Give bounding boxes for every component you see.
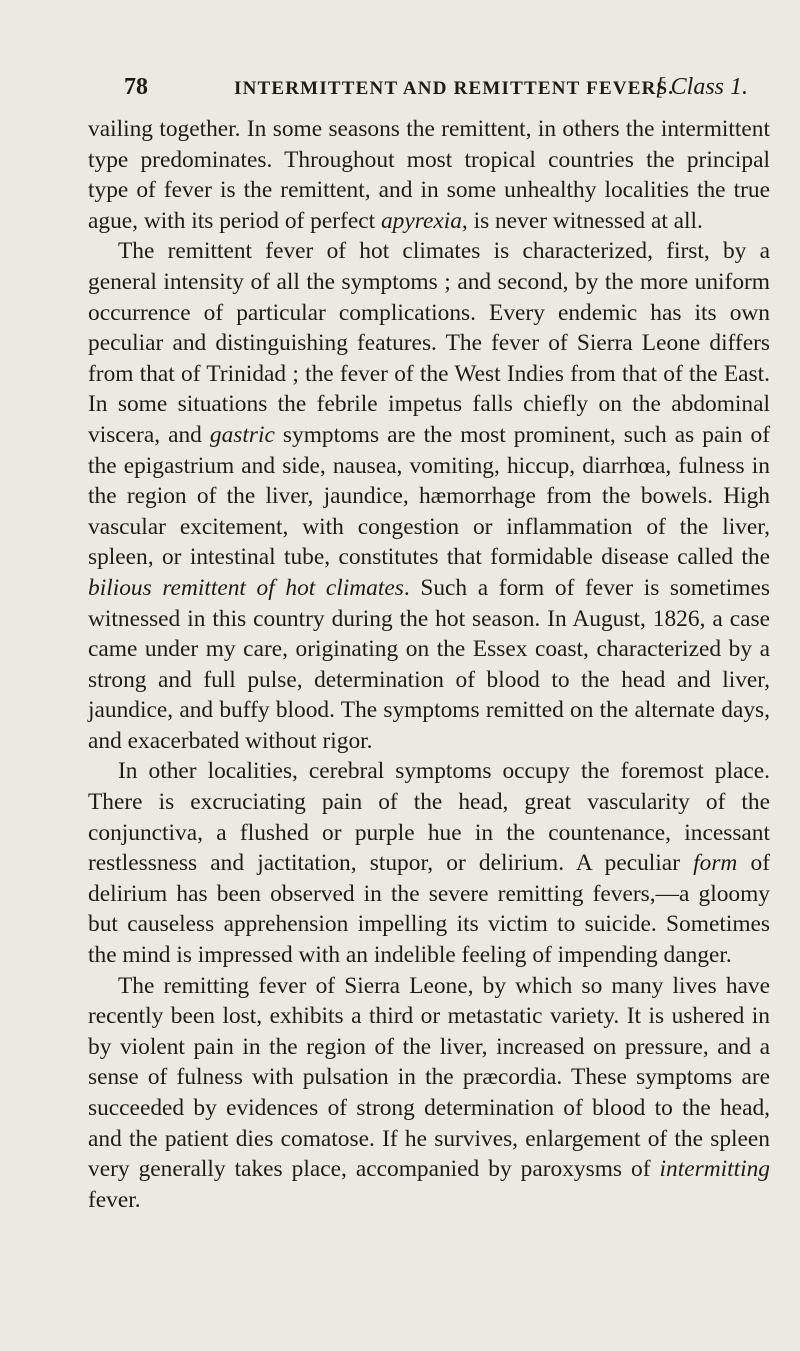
italic-text: form xyxy=(693,850,738,877)
page-number: 78 xyxy=(124,74,148,100)
text-segment: The remittent fever of hot climates is characterized, first, by a general intensity of all the symptoms ; and second, by the more uniform occurrence of particular complications. Every endemic has its own peculiar and distinguishing features. The fever of Sierra Leone differs from that of Trinidad ; the fever of the West Indies from that of the East. In some situations the febrile impetus falls chiefly on the abdominal viscera, and xyxy=(88,238,770,448)
text-segment: vailing together. In some seasons the remittent, in others the intermittent type predominates. Throughout most tropical countries the principal type of fever is the remittent, and in some unhealthy localities the true ague, with its period of perfect xyxy=(88,116,770,234)
text-segment: , is never witnessed at all. xyxy=(461,207,703,234)
running-title: INTERMITTENT AND REMITTENT FEVERS. xyxy=(234,78,675,99)
italic-text: bilious remittent of hot climates xyxy=(88,574,404,601)
text-segment: fever. xyxy=(88,1186,141,1213)
italic-text: gastric xyxy=(209,421,275,448)
paragraph-cerebral-symptoms xyxy=(88,756,770,970)
italic-text: apyrexia xyxy=(380,207,462,234)
text-segment: . Such a form of fever is sometimes witnessed in this country during the hot season. In August, 1826, a case came under my care, originating on the Essex coast, characterized by a strong and full pulse, determination of blood to the head and liver, jaundice, and buffy blood. The symptoms remitted on the alternate days, and exacerbated without rigor. xyxy=(88,574,770,754)
paragraph-continued xyxy=(88,114,770,236)
text-segment: of delirium has been observed in the severe remitting fevers,—a gloomy but causeless apprehension impelling its victim to suicide. Sometimes the mind is impressed with an indelible feeling of impending danger. xyxy=(88,850,770,969)
text-segment: The remitting fever of Sierra Leone, by which so many lives have recently been lost, exhibits a third or metastatic variety. It is ushered in by violent pain in the region of the liver, increased on pressure, and a sense of fulness with pulsation in the præcordia. These symptoms are succeeded by evidences of strong determination of blood to the head, and the patient dies comatose. If he survives, enlargement of the spleen very generally takes place, accompanied by paroxysms of xyxy=(88,972,770,1183)
running-head xyxy=(124,74,748,108)
italic-text: intermitting xyxy=(659,1156,770,1183)
paragraph-sierra-leone xyxy=(88,971,770,1216)
body-text xyxy=(88,114,770,1215)
paragraph-remittent-climates xyxy=(88,236,770,756)
class-label: [ Class 1. xyxy=(655,74,748,100)
text-segment: symptoms are the most prominent, such as pain of the epigastrium and side, nausea, vomiting, hiccup, diarrhœa, fulness in the region of the liver, jaundice, hæmorrhage from the bowels. High vascular excitement, with congestion or inflammation of the liver, spleen, or intestinal tube, constitutes that formidable disease called the xyxy=(88,421,770,571)
text-segment: In other localities, cerebral symptoms occupy the foremost place. There is excruciating pain of the head, great vascularity of the conjunctiva, a flushed or purple hue in the countenance, incessant restlessness and jactitation, stupor, or delirium. A peculiar xyxy=(88,758,770,877)
